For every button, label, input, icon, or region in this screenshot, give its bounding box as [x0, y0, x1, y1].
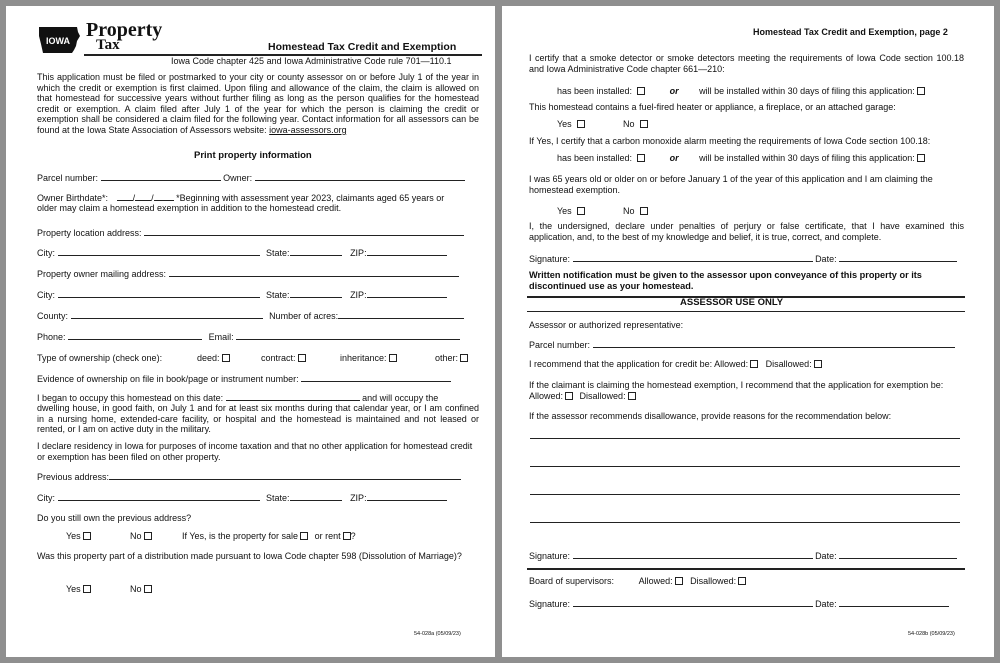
for-sale-checkbox[interactable] [300, 532, 308, 540]
credit-recommend-row: I recommend that the application for credit be: Allowed: Disallowed: [529, 359, 822, 370]
phone-row: Phone: Email: [37, 331, 460, 343]
state-input-2[interactable] [290, 289, 342, 298]
contract-checkbox [298, 354, 306, 362]
birth-month-input[interactable] [117, 192, 133, 201]
city-input-3[interactable] [58, 492, 260, 501]
still-own-question: Do you still own the previous address? [37, 513, 192, 523]
inheritance-checkbox [389, 354, 397, 362]
mailing-input[interactable] [169, 268, 459, 277]
fuel-no[interactable]: No [623, 119, 648, 130]
fuel-no-checkbox [640, 120, 648, 128]
assessor-title: ASSESSOR USE ONLY [680, 297, 784, 308]
exemption-disallowed-checkbox[interactable] [628, 392, 636, 400]
section-title: Print property information [194, 150, 312, 161]
previous-address-input[interactable] [109, 471, 461, 480]
assessor-signature-input[interactable] [573, 550, 813, 559]
phone-input[interactable] [68, 331, 202, 340]
ownership-inheritance[interactable]: inheritance: [340, 353, 397, 364]
intro-paragraph: This application must be filed or postmarked to your city or county assessor on or before July 1 of the year in which the credit or exemption is first claimed. Upon filing and allowance of the claim, the claim is allowed on that homestead for successive years without further filing as long as the person qualifies for the homestead credit or exemption. A claim filed after July 1 of the year for which the person is claiming the credit or exemption shall be considered a claim filed for the following year. Contact information for all assessors can be found at the Iowa State Association of Assessors website: iowa-assessors.org [37, 72, 479, 135]
occupy-date-input[interactable] [226, 392, 360, 401]
co-installed-row: has been installed: or will be installed within 30 days of filing this application: [557, 153, 925, 164]
form-number-1: 54-028a (05/09/23) [414, 631, 461, 637]
city-input-2[interactable] [58, 289, 260, 298]
city-row-3: City: State: ZIP: [37, 492, 447, 504]
age-no-checkbox [640, 207, 648, 215]
previous-address-row: Previous address: [37, 471, 461, 483]
age-yes[interactable]: Yes [557, 206, 585, 217]
smoke-will-install-checkbox[interactable] [917, 87, 925, 95]
exemption-recommend-text: If the claimant is claiming the homestead exemption, I recommend that the application for exemption be: [529, 380, 944, 390]
form-number-2: 54-028b (05/09/23) [908, 631, 955, 637]
assessor-date-input[interactable] [839, 550, 957, 559]
city-row-2: City: State: ZIP: [37, 289, 447, 301]
reason-line-1[interactable] [530, 438, 960, 439]
smoke-detector-text: I certify that a smoke detector or smoke detectors meeting the requirements of Iowa Code section 100.18 and Iowa Administrative Code chapter 661—210: [529, 53, 964, 74]
board-date-input[interactable] [839, 598, 949, 607]
distribution-yes-checkbox [83, 585, 91, 593]
zip-input-1[interactable] [367, 247, 447, 256]
assessor-title-rule [527, 311, 965, 312]
declaration-text: I, the undersigned, declare under penalties of perjury or false certificate, that I have examined this application, and, to the best of my knowledge and belief, it is true, correct, and complete. [529, 221, 964, 242]
board-row: Board of supervisors: Allowed: Disallowed: [529, 576, 746, 587]
co-will-install-checkbox[interactable] [917, 154, 925, 162]
city-input-1[interactable] [58, 247, 260, 256]
board-rule [527, 568, 965, 570]
for-rent-checkbox[interactable] [343, 532, 351, 540]
reason-line-4[interactable] [530, 522, 960, 523]
ownership-other[interactable]: other: [435, 353, 468, 364]
assessor-parcel-row: Parcel number: [529, 339, 955, 351]
distribution-yes[interactable]: Yes [66, 584, 91, 595]
age-no[interactable]: No [623, 206, 648, 217]
logo-word-property: Property [86, 19, 163, 41]
still-own-yes[interactable]: Yes [66, 531, 91, 542]
state-input-3[interactable] [290, 492, 342, 501]
claimant-signature-input[interactable] [573, 253, 813, 262]
parcel-input[interactable] [101, 172, 221, 181]
ownership-label: Type of ownership (check one): [37, 353, 163, 363]
county-row: County: Number of acres: [37, 310, 464, 322]
owner-input[interactable] [255, 172, 465, 181]
page2-header: Homestead Tax Credit and Exemption, page 2 [753, 27, 948, 37]
fuel-question: This homestead contains a fuel-fired heater or appliance, a fireplace, or an attached garage: [529, 102, 896, 112]
assessors-website-link[interactable]: iowa-assessors.org [269, 124, 347, 135]
location-row: Property location address: [37, 227, 464, 239]
board-signature-row: Signature: Date: [529, 598, 949, 610]
distribution-no-checkbox [144, 585, 152, 593]
claimant-date-input[interactable] [839, 253, 957, 262]
zip-input-2[interactable] [367, 289, 447, 298]
birthdate-note-2: older may claim a homestead exemption in addition to the homestead credit. [37, 203, 342, 213]
code-reference: Iowa Code chapter 425 and Iowa Administrative Code rule 701—110.1 [171, 56, 452, 66]
mailing-row: Property owner mailing address: [37, 268, 459, 280]
ownership-deed[interactable]: deed: [197, 353, 230, 364]
still-own-no[interactable]: No [130, 531, 152, 542]
for-sale-question: If Yes, is the property for sale or rent ? [182, 531, 356, 541]
still-own-yes-checkbox [83, 532, 91, 540]
fuel-yes[interactable]: Yes [557, 119, 585, 130]
smoke-installed-checkbox[interactable] [637, 87, 645, 95]
distribution-question: Was this property part of a distribution made pursuant to Iowa Code chapter 598 (Dissolution of Marriage)? [37, 551, 462, 561]
county-input[interactable] [71, 310, 263, 319]
birth-year-input[interactable] [154, 192, 174, 201]
form-title: Homestead Tax Credit and Exemption [268, 41, 457, 53]
deed-checkbox [222, 354, 230, 362]
board-allowed-checkbox[interactable] [675, 577, 683, 585]
fuel-yes-checkbox [577, 120, 585, 128]
age-statement: I was 65 years old or older on or before January 1 of the year of this application and I am claiming the homestead exemption. [529, 174, 933, 195]
co-installed-checkbox[interactable] [637, 154, 645, 162]
email-input[interactable] [236, 331, 460, 340]
iowa-state-logo [37, 24, 81, 56]
state-input-1[interactable] [290, 247, 342, 256]
occupy-row: I began to occupy this homestead on this date: and will occupy the [37, 393, 439, 403]
logo-word-tax: Tax [96, 37, 120, 53]
acres-input[interactable] [338, 310, 464, 319]
notification-notice: Written notification must be given to the assessor upon conveyance of this property or its discontinued use as your homestead. [529, 270, 922, 291]
birthdate-row: Owner Birthdate*: / / *Beginning with assessment year 2023, claimants aged 65 years or [37, 193, 445, 203]
board-signature-input[interactable] [573, 598, 813, 607]
evidence-input[interactable] [301, 373, 451, 382]
board-disallowed-checkbox[interactable] [738, 577, 746, 585]
evidence-row: Evidence of ownership on file in book/page or instrument number: [37, 373, 451, 385]
exemption-allowed-checkbox[interactable] [565, 392, 573, 400]
reason-line-2[interactable] [530, 466, 960, 467]
reasons-label: If the assessor recommends disallowance, provide reasons for the recommendation below: [529, 411, 892, 421]
logo-state-text: IOWA [46, 36, 70, 46]
ownership-contract[interactable]: contract: [261, 353, 306, 364]
residency-paragraph: I declare residency in Iowa for purposes of income taxation and that no other application for homestead credit or exemption has been filed on other property. [37, 441, 473, 462]
age-yes-checkbox [577, 207, 585, 215]
zip-input-3[interactable] [367, 492, 447, 501]
city-row-1: City: State: ZIP: [37, 247, 447, 259]
assessor-signature-row: Signature: Date: [529, 550, 957, 562]
parcel-row: Parcel number: Owner: [37, 172, 465, 184]
assessor-parcel-input[interactable] [593, 339, 955, 348]
assessor-rep-label: Assessor or authorized representative: [529, 320, 684, 330]
location-input[interactable] [144, 227, 464, 236]
exemption-recommend-row: Allowed: Disallowed: [529, 391, 636, 402]
still-own-no-checkbox [144, 532, 152, 540]
smoke-installed-row: has been installed: or will be installed within 30 days of filing this application: [557, 86, 925, 97]
form-page-1 [6, 6, 495, 657]
other-checkbox [460, 354, 468, 362]
claimant-signature-row: Signature: Date: [529, 253, 957, 265]
credit-disallowed-checkbox[interactable] [814, 360, 822, 368]
occupy-paragraph: dwelling house, in good faith, on July 1 and for at least six months during that calendar year, or I am confined in a nursing home, extended-care facility, or hospital and the homestead is maintained and not leased or rented, or I am on active duty in the military. [37, 403, 479, 435]
reason-line-3[interactable] [530, 494, 960, 495]
distribution-no[interactable]: No [130, 584, 152, 595]
co-alarm-text: If Yes, I certify that a carbon monoxide alarm meeting the requirements of Iowa Code section 100.18: [529, 136, 931, 146]
birth-day-input[interactable] [135, 192, 151, 201]
form-page-2 [502, 6, 994, 657]
credit-allowed-checkbox[interactable] [750, 360, 758, 368]
